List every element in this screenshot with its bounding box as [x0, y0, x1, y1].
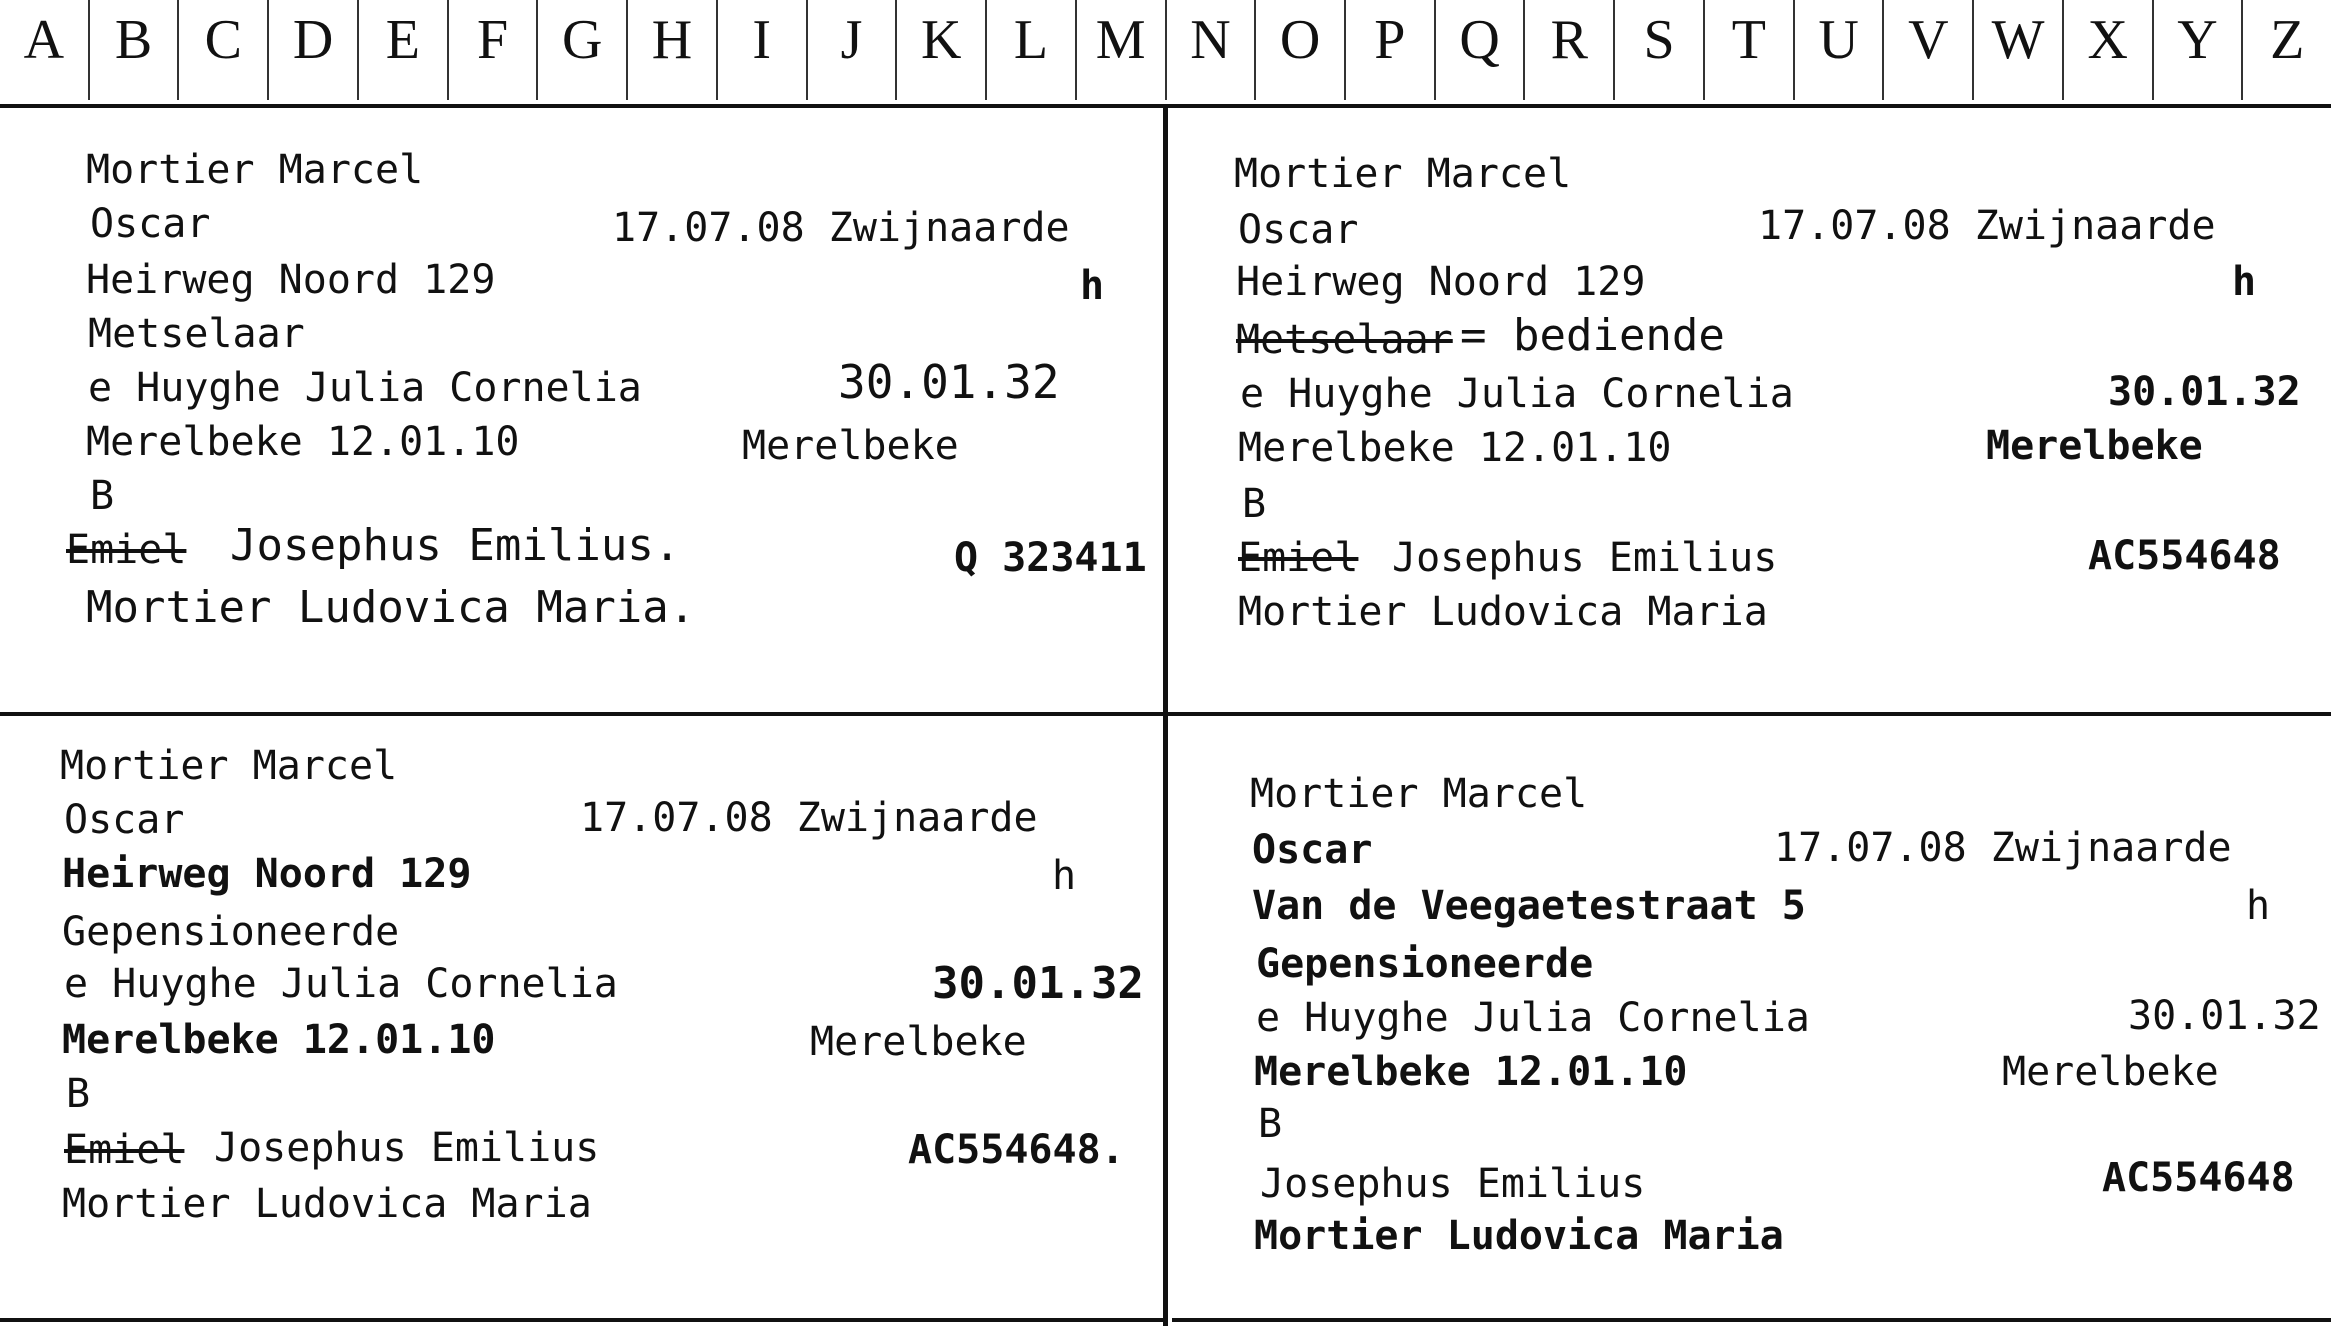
card-child1: Josephus Emilius [1260, 1161, 1646, 1207]
card-occupation: Metselaar [88, 311, 305, 357]
card-child2: Mortier Ludovica Maria [62, 1181, 592, 1227]
horizontal-divider-right [1168, 712, 2331, 716]
card-birth: 17.07.08 Zwijnaarde [1758, 203, 2216, 249]
alphabet-letter-g: G [538, 0, 628, 100]
alphabet-letter-b: B [90, 0, 180, 100]
card-marriage-date: 30.01.32 [932, 958, 1144, 1009]
alphabet-letter-f: F [449, 0, 539, 100]
card-sex: h [1052, 853, 1077, 899]
alphabet-letter-r: R [1525, 0, 1615, 100]
card-child1: Josephus Emilius. [230, 520, 681, 571]
alphabet-letter-k: K [897, 0, 987, 100]
card-marriage-place: Merelbeke [810, 1019, 1027, 1065]
card-address: Van de Veegaetestraat 5 [1252, 883, 1806, 929]
card-marriage-place: Merelbeke [2002, 1049, 2219, 1095]
alphabet-letter-u: U [1795, 0, 1885, 100]
alphabet-letter-x: X [2064, 0, 2154, 100]
card-first-names: Oscar [1252, 827, 1373, 873]
card-sex: h [1080, 263, 1105, 309]
horizontal-divider-left [0, 712, 1165, 716]
alphabet-letter-v: V [1884, 0, 1974, 100]
card-spouse-birth: Merelbeke 12.01.10 [86, 419, 520, 465]
card-sex: h [2232, 259, 2257, 305]
card-id-number: AC554648. [908, 1127, 1125, 1173]
alphabet-letter-j: J [808, 0, 898, 100]
card-mark: B [1258, 1101, 1283, 1147]
card-first-names: Oscar [64, 797, 185, 843]
card-occupation: Gepensioneerde [62, 909, 400, 955]
card-spouse: e Huyghe Julia Cornelia [1256, 995, 1810, 1041]
card-spouse-birth: Merelbeke 12.01.10 [62, 1017, 496, 1063]
card-name: Mortier Marcel [86, 147, 424, 193]
card-marriage-date: 30.01.32 [2108, 369, 2301, 415]
alphabet-letter-h: H [628, 0, 718, 100]
alphabet-letter-d: D [269, 0, 359, 100]
card-spouse-birth: Merelbeke 12.01.10 [1238, 425, 1672, 471]
card-spouse-birth: Merelbeke 12.01.10 [1254, 1049, 1688, 1095]
card-first-names: Oscar [90, 201, 211, 247]
card-first-names: Oscar [1238, 207, 1359, 253]
card-mark: B [90, 473, 115, 519]
alphabet-index [0, 0, 2331, 108]
bottom-divider-left [0, 1318, 1165, 1322]
alphabet-letter-a: A [0, 0, 90, 100]
card-child1-struck: Emiel [64, 1127, 185, 1173]
card-child1-struck: Emiel [1238, 535, 1359, 581]
card-address: Heirweg Noord 129 [62, 851, 472, 897]
card-spouse: e Huyghe Julia Cornelia [88, 365, 642, 411]
alphabet-letter-l: L [987, 0, 1077, 100]
alphabet-letter-m: M [1077, 0, 1167, 100]
card-marriage-date: 30.01.32 [838, 355, 1060, 409]
card-address: Heirweg Noord 129 [1236, 259, 1646, 305]
card-occupation-new: = bediende [1460, 310, 1725, 361]
card-name: Mortier Marcel [1250, 771, 1588, 817]
alphabet-letter-y: Y [2154, 0, 2244, 100]
alphabet-letter-e: E [359, 0, 449, 100]
card-name: Mortier Marcel [1234, 151, 1572, 197]
card-address: Heirweg Noord 129 [86, 257, 496, 303]
card-mark: B [1242, 481, 1267, 527]
card-child2: Mortier Ludovica Maria [1238, 589, 1768, 635]
alphabet-letter-p: P [1346, 0, 1436, 100]
card-marriage-place: Merelbeke [742, 423, 959, 469]
alphabet-letter-n: N [1167, 0, 1257, 100]
card-occupation-struck: Metselaar [1236, 317, 1453, 363]
card-id-number: AC554648 [2088, 533, 2281, 579]
card-sex: h [2246, 883, 2271, 929]
card-marriage-place: Merelbeke [1986, 423, 2203, 469]
card-id-number: Q 323411 [954, 535, 1147, 581]
alphabet-letter-q: Q [1436, 0, 1526, 100]
card-spouse: e Huyghe Julia Cornelia [1240, 371, 1794, 417]
bottom-divider-right [1172, 1318, 2331, 1322]
card-child1: Josephus Emilius [1392, 535, 1778, 581]
card-spouse: e Huyghe Julia Cornelia [64, 961, 618, 1007]
card-marriage-date: 30.01.32 [2128, 993, 2321, 1039]
alphabet-letter-i: I [718, 0, 808, 100]
card-id-number: AC554648 [2102, 1155, 2295, 1201]
card-birth: 17.07.08 Zwijnaarde [1774, 825, 2232, 871]
alphabet-letter-s: S [1615, 0, 1705, 100]
vertical-divider [1163, 108, 1168, 1326]
card-child2: Mortier Ludovica Maria [1254, 1213, 1784, 1259]
card-mark: B [66, 1071, 91, 1117]
card-child1-struck: Emiel [66, 527, 187, 573]
alphabet-letter-z: Z [2270, 9, 2305, 71]
card-occupation: Gepensioneerde [1256, 941, 1594, 987]
card-birth: 17.07.08 Zwijnaarde [612, 205, 1070, 251]
alphabet-letter-t: T [1705, 0, 1795, 100]
alphabet-letter-c: C [179, 0, 269, 100]
card-child1: Josephus Emilius [214, 1125, 600, 1171]
card-child2: Mortier Ludovica Maria. [86, 582, 696, 633]
card-name: Mortier Marcel [60, 743, 398, 789]
card-birth: 17.07.08 Zwijnaarde [580, 795, 1038, 841]
alphabet-letter-o: O [1256, 0, 1346, 100]
alphabet-letter-w: W [1974, 0, 2064, 100]
